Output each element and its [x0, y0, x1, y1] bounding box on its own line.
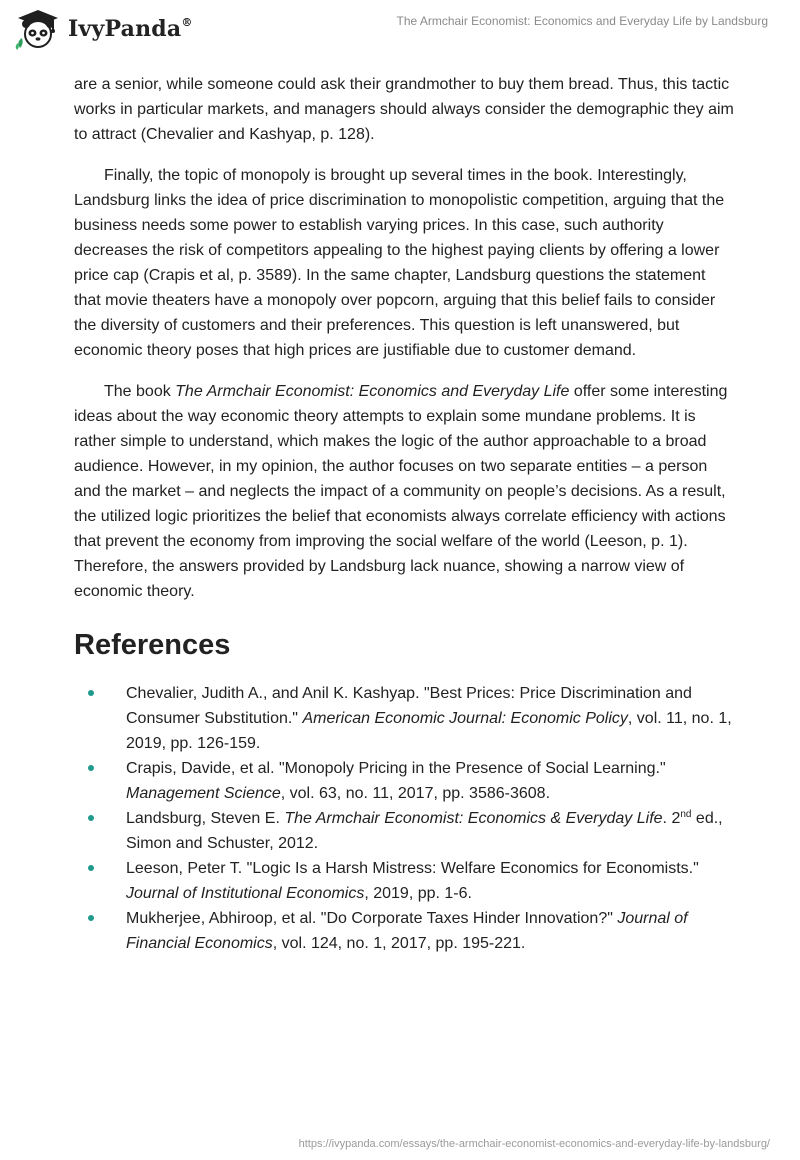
footer-url[interactable]: https://ivypanda.com/essays/the-armchair-economist-economics-and-everyday-life-by-landsburg/ — [298, 1138, 770, 1150]
references-list — [74, 681, 734, 956]
paragraph-3: The book The Armchair Economist: Economics and Everyday Life offer some interesting ideas about the way economic theory attempts to explain some mundane problems. It is rather simple to understand, which makes the logic of the author approachable to a broad audience. However, in my opinion, the author focuses on two separate entities – a person and the market – and neglects the impact of a community on people’s decisions. As a result, the utilized logic prioritizes the belief that economists always correlate efficiency with actions that prevent the economy from improving the social welfare of the world (Leeson, p. 1). Therefore, the answers provided by Landsburg lack nuance, showing a narrow view of economic theory. — [74, 383, 728, 600]
bullet-icon — [88, 865, 94, 871]
essay-body — [74, 72, 734, 956]
ivypanda-logo[interactable] — [14, 8, 193, 50]
reference-item: Chevalier, Judith A., and Anil K. Kashyap. "Best Prices: Price Discrimination and Consumer Substitution." American Economic Journal: Economic Policy, vol. 11, no. 1, 2019, pp. 126-159. — [74, 681, 734, 756]
registered-mark: ® — [181, 16, 193, 29]
paragraph-1: are a senior, while someone could ask their grandmother to buy them bread. Thus, this tactic works in particular markets, and managers should always consider the demographic they aim to attract (Chevalier and Kashyap, p. 128). — [74, 76, 734, 143]
brand-name: IvyPanda® — [68, 16, 193, 42]
document-title: The Armchair Economist: Economics and Everyday Life by Landsburg — [396, 14, 768, 28]
bullet-icon — [88, 690, 94, 696]
bullet-icon — [88, 765, 94, 771]
reference-item: Leeson, Peter T. "Logic Is a Harsh Mistress: Welfare Economics for Economists." Journal of Institutional Economics, 2019, pp. 1-6. — [74, 856, 734, 906]
bullet-icon — [88, 915, 94, 921]
reference-item: Crapis, Davide, et al. "Monopoly Pricing in the Presence of Social Learning." Management Science, vol. 63, no. 11, 2017, pp. 3586-3608. — [74, 756, 734, 806]
reference-item: Landsburg, Steven E. The Armchair Economist: Economics & Everyday Life. 2nd ed., Simon and Schuster, 2012. — [74, 806, 734, 856]
page-header — [0, 0, 800, 60]
paragraph-2: Finally, the topic of monopoly is brought up several times in the book. Interestingly, Landsburg links the idea of price discrimination to monopolistic competition, arguing that the business needs some power to establish varying prices. In this case, such authority decreases the risk of competitors appealing to the highest paying clients by offering a lower price cap (Crapis et al, p. 3589). In the same chapter, Landsburg questions the statement that movie theaters have a monopoly over popcorn, arguing that this belief fails to consider the diversity of customers and their preferences. This question is left unanswered, but economic theory poses that high prices are justifiable due to customer demand. — [74, 167, 725, 359]
book-title: The Armchair Economist: Economics and Everyday Life — [175, 383, 570, 400]
references-heading: References — [74, 629, 231, 661]
panda-graduate-icon — [14, 8, 62, 50]
bullet-icon — [88, 815, 94, 821]
reference-item: Mukherjee, Abhiroop, et al. "Do Corporate Taxes Hinder Innovation?" Journal of Financial Economics, vol. 124, no. 1, 2017, pp. 195-221. — [74, 906, 734, 956]
